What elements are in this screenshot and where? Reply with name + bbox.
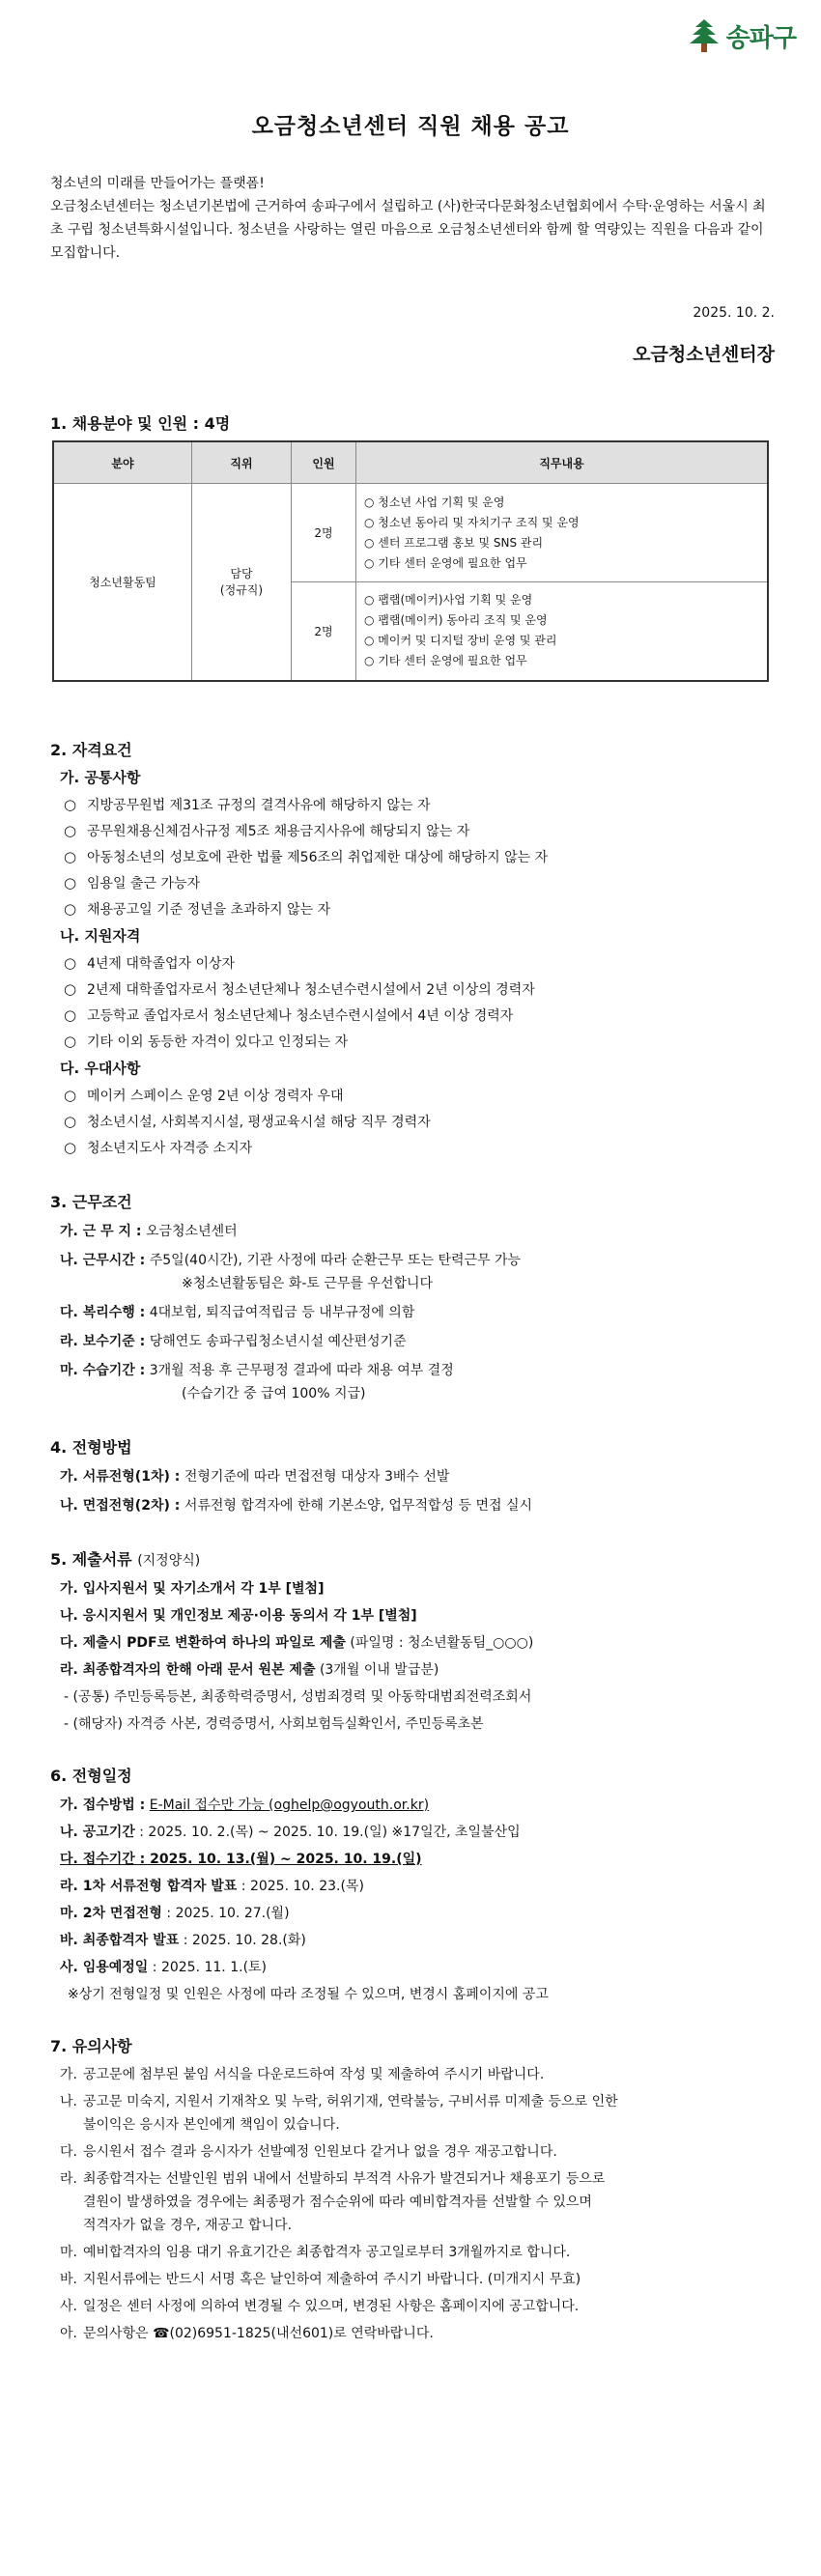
notice-period: 나. 공고기간 : 2025. 10. 2.(목) ~ 2025. 10. 19.(일) ※17일간, 초일불산입 <box>60 1825 521 1840</box>
email-link[interactable]: E-Mail 접수만 가능 (oghelp@ogyouth.or.kr) <box>149 1798 430 1813</box>
page-title: 오금청소년센터 직원 채용 공고 <box>251 114 570 139</box>
duty-item: ○ 청소년 동아리 및 자치기구 조직 및 운영 <box>364 515 580 529</box>
qual-item: ○ 기타 이외 동등한 자격이 있다고 인정되는 자 <box>64 1033 349 1050</box>
intro <box>50 172 775 265</box>
doc-2: 나. 응시지원서 및 개인정보 제공·이용 동의서 각 1부 [별첨] <box>60 1608 417 1624</box>
screening-2: 나. 면접전형(2차) : 서류전형 합격자에 한해 기본소양, 업무적합성 등 면접 실시 <box>60 1498 532 1514</box>
count-cell-1: 2명 <box>292 484 356 582</box>
field-cell: 청소년활동팀 <box>53 484 192 681</box>
doc-4: 라. 최종합격자의 한해 아래 문서 원본 제출 (3개월 이내 발급분) <box>60 1662 439 1678</box>
interview-date: 마. 2차 면접전형 : 2025. 10. 27.(월) <box>60 1906 290 1921</box>
screening-1: 가. 서류전형(1차) : 전형기준에 따라 면접전형 대상자 3배수 선발 <box>60 1469 450 1485</box>
header-field: 분야 <box>53 441 192 484</box>
duty-item: ○ 기타 센터 운영에 필요한 업무 <box>364 654 527 668</box>
notice-item: 다. 응시원서 접수 결과 응시자가 선발예정 인원보다 같거나 없을 경우 재공고합니다. <box>60 2144 557 2160</box>
duty-cell-1 <box>356 484 769 582</box>
header-position: 직위 <box>192 441 292 484</box>
notice-item: 마. 예비합격자의 임용 대기 유효기간은 최종합격자 공고일로부터 3개월까지로 합니다. <box>60 2245 571 2260</box>
work-hours-note: ※청소년활동팀은 화-토 근무를 우선합니다 <box>182 1276 434 1291</box>
req-item: ○ 임용일 출근 가능자 <box>64 874 201 892</box>
count-cell-2: 2명 <box>292 582 356 681</box>
doc-3: 다. 제출시 PDF로 변환하여 하나의 파일로 제출 (파일명 : 청소년활동팀_○○○) <box>60 1635 534 1651</box>
intro-line1: 청소년의 미래를 만들어가는 플랫폼! <box>50 176 265 191</box>
header-count: 인원 <box>292 441 356 484</box>
section-5-title: 5. 제출서류 (지정양식) <box>50 1550 201 1569</box>
doc-applicable: - (해당자) 자격증 사본, 경력증명서, 사회보험득실확인서, 주민등록초본 <box>64 1716 484 1732</box>
req-item: ○ 지방공무원법 제31조 규정의 결격사유에 해당하지 않는 자 <box>64 796 431 813</box>
section-6-title: 6. 전형일정 <box>50 1767 132 1785</box>
pref-item: ○ 청소년시설, 사회복지시설, 평생교육시설 해당 직무 경력자 <box>64 1113 431 1130</box>
first-result: 라. 1차 서류전형 합격자 발표 : 2025. 10. 23.(목) <box>60 1879 364 1894</box>
duty-item: ○ 청소년 사업 기획 및 운영 <box>364 495 505 509</box>
duty-item: ○ 팹랩(메이커) 동아리 조직 및 운영 <box>364 613 548 628</box>
qual-item: ○ 고등학교 졸업자로서 청소년단체나 청소년수련시설에서 4년 이상 경력자 <box>64 1006 514 1024</box>
duty-cell-2 <box>356 582 769 681</box>
qual-item: ○ 4년제 대학졸업자 이상자 <box>64 954 236 972</box>
schedule-note: ※상기 전형일정 및 인원은 사정에 따라 조정될 수 있으며, 변경시 홈페이지에 공고 <box>68 1987 549 2002</box>
section-4-title: 4. 전형방법 <box>50 1438 132 1457</box>
recruit-table <box>52 440 769 682</box>
section-2-title: 2. 자격요건 <box>50 741 132 759</box>
req-item: ○ 채용공고일 기준 정년을 초과하지 않는 자 <box>64 900 331 918</box>
apply-method: 가. 접수방법 : E-Mail 접수만 가능 (oghelp@ogyouth.or.kr) <box>60 1798 430 1813</box>
work-hours: 나. 근무시간 : 주5일(40시간), 기관 사정에 따라 순환근무 또는 탄력근무 가능 <box>60 1253 522 1268</box>
position-sub: (정규직) <box>219 583 264 598</box>
probation-note: (수습기간 중 급여 100% 지급) <box>182 1386 366 1401</box>
songpa-logo <box>688 17 796 54</box>
section-3-title: 3. 근무조건 <box>50 1193 132 1211</box>
notice-item: 사. 일정은 센터 사정에 의하여 변경될 수 있으며, 변경된 사항은 홈페이지에 공고합니다. <box>60 2299 580 2314</box>
req-item: ○ 아동청소년의 성보호에 관한 법률 제56조의 취업제한 대상에 해당하지 않는 자 <box>64 848 549 865</box>
qual-item: ○ 2년제 대학졸업자로서 청소년단체나 청소년수련시설에서 2년 이상의 경력자 <box>64 980 535 998</box>
notice-item: 아. 문의사항은 ☎(02)6951-1825(내선601)로 연락바랍니다. <box>60 2326 434 2341</box>
req-item: ○ 공무원채용신체검사규정 제5조 채용금지사유에 해당되지 않는 자 <box>64 822 470 839</box>
intro-line2: 오금청소년센터는 청소년기본법에 근거하여 송파구에서 설립하고 (사)한국다문화청소년협회에서 수탁·운영하는 서울시 최초 구립 청소년특화시설입니다. 청소년을 사랑하는 열린 마음으로 오금청소년센터와 함께 할 역량있는 직원을 다음과 같이 모집합니다. <box>50 199 766 261</box>
notice-item: 라. 최종합격자는 선발인원 범위 내에서 선발하되 부적격 사유가 발견되거나 채용포기 등으로 결원이 발생하였을 경우에는 최종평가 점수순위에 따라 예비합격자를 선발할 수 있으며 적격자가 없을 경우, 재공고 합니다. <box>60 2171 606 2233</box>
duty-item: ○ 메이커 및 디지털 장비 운영 및 관리 <box>364 634 557 648</box>
pref-item: ○ 청소년지도사 자격증 소지자 <box>64 1139 253 1156</box>
appointment-date: 사. 임용예정일 : 2025. 11. 1.(토) <box>60 1960 268 1975</box>
pref-item: ○ 메이커 스페이스 운영 2년 이상 경력자 우대 <box>64 1087 344 1104</box>
common-req-title: 가. 공통사항 <box>60 769 141 786</box>
position-label: 담당 <box>230 567 253 581</box>
notice-item: 바. 지원서류에는 반드시 서명 혹은 날인하여 제출하여 주시기 바랍니다. (미개지시 무효) <box>60 2272 581 2287</box>
receipt-period: 다. 접수기간 : 2025. 10. 13.(월) ~ 2025. 10. 19.(일) <box>60 1852 422 1867</box>
notice-item: 나. 공고문 미숙지, 지원서 기재착오 및 누락, 허위기재, 연락불능, 구비서류 미제출 등으로 인한 불이익은 응시자 본인에게 책임이 있습니다. <box>60 2094 618 2133</box>
qualification-title: 나. 지원자격 <box>60 927 141 945</box>
logo-text: 송파구 <box>725 23 796 53</box>
notice-item: 가. 공고문에 첨부된 붙임 서식을 다운로드하여 작성 및 제출하여 주시기 바랍니다. <box>60 2067 545 2082</box>
header-duty: 직무내용 <box>356 441 769 484</box>
probation: 마. 수습기간 : 3개월 적용 후 근무평정 결과에 따라 채용 여부 결정 <box>60 1363 454 1378</box>
duty-item: ○ 센터 프로그램 홍보 및 SNS 관리 <box>364 535 544 550</box>
section-7-title: 7. 유의사항 <box>50 2037 132 2055</box>
announcement-date: 2025. 10. 2. <box>693 305 775 321</box>
position-cell <box>192 484 292 681</box>
doc-1: 가. 입사지원서 및 자기소개서 각 1부 [별첨] <box>60 1581 325 1597</box>
benefits: 다. 복리수행 : 4대보험, 퇴직급여적립금 등 내부규정에 의함 <box>60 1305 415 1320</box>
work-location: 가. 근 무 지 : 오금청소년센터 <box>60 1224 238 1239</box>
pine-tree-icon <box>688 17 721 54</box>
duty-item: ○ 팹랩(메이커)사업 기획 및 운영 <box>364 593 533 608</box>
section-1-title: 1. 채용분야 및 인원 : 4명 <box>50 414 231 433</box>
preference-title: 다. 우대사항 <box>60 1060 141 1077</box>
salary: 라. 보수기준 : 당해연도 송파구립청소년시설 예산편성기준 <box>60 1334 407 1349</box>
final-result: 바. 최종합격자 발표 : 2025. 10. 28.(화) <box>60 1933 306 1948</box>
doc-common: - (공통) 주민등록등본, 최종학력증명서, 성범죄경력 및 아동학대범죄전력조회서 <box>64 1689 532 1705</box>
signer: 오금청소년센터장 <box>633 344 775 365</box>
duty-item: ○ 기타 센터 운영에 필요한 업무 <box>364 555 527 570</box>
